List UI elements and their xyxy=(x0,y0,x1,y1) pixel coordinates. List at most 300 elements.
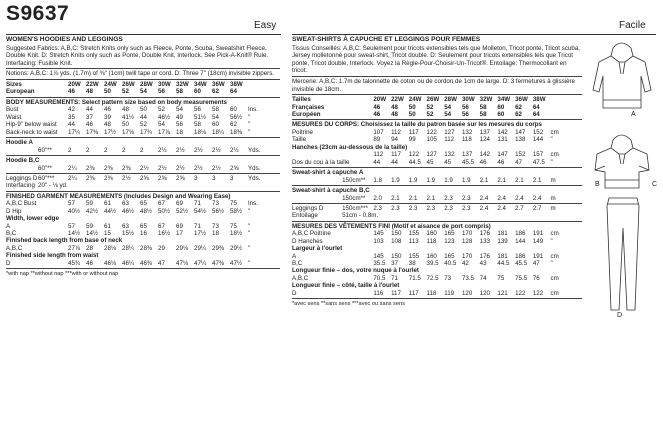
figure-label-b: B xyxy=(595,181,600,188)
table-row xyxy=(292,104,582,111)
cell-value: 132 xyxy=(461,128,473,136)
cell-value: 46⅛ xyxy=(104,259,117,267)
cell-value: 64 xyxy=(230,88,237,96)
cell-value xyxy=(444,212,462,219)
cell-value: 46 xyxy=(373,103,381,111)
cell-value: 32W xyxy=(176,80,189,88)
cell-value: 2.1 xyxy=(408,194,418,202)
cell-value: 117 xyxy=(391,289,401,297)
cell-value xyxy=(158,182,176,189)
unit: " xyxy=(248,121,251,129)
cell-value: 144 xyxy=(515,237,526,245)
unit: " xyxy=(550,158,553,166)
cell-value: 70.5 xyxy=(373,274,386,282)
cell-value: 105 xyxy=(426,136,437,144)
figure-label-a: A xyxy=(631,111,636,118)
table-row xyxy=(292,205,582,212)
cell-value: 38W xyxy=(532,96,546,104)
table-row xyxy=(292,238,582,245)
cell-value: 29⅜ xyxy=(212,244,225,252)
cell-value: 1.9 xyxy=(391,176,400,184)
cell-value: 16 xyxy=(140,230,147,238)
row-label: D xyxy=(292,289,297,297)
cell-value: 94 xyxy=(391,136,398,144)
cell-value: 112 xyxy=(373,151,384,159)
cell-value: 2.4 xyxy=(532,194,542,202)
cell-value: 47 xyxy=(158,259,165,267)
cell-value: 47 xyxy=(532,260,540,268)
cell-value: 22W xyxy=(86,80,99,88)
cell-value: 56 xyxy=(194,106,201,114)
cell-value: 46⅜ xyxy=(140,259,153,267)
cell-value: 2.3 xyxy=(426,205,436,212)
en-body-title: BODY MEASUREMENTS: Select pattern size based on body measurements xyxy=(6,98,227,106)
cell-value: 60 xyxy=(230,106,237,114)
cell-value: 142 xyxy=(479,151,490,159)
fabric-width: 150cm** xyxy=(342,176,366,184)
table-row xyxy=(292,195,582,202)
fabric-width: 60"** xyxy=(38,164,52,172)
cell-value: 17 xyxy=(176,230,183,238)
cell-value: 186 xyxy=(515,230,526,238)
cell-value: 56 xyxy=(461,103,469,111)
fr-title: SWEAT-SHIRTS À CAPUCHE ET LEGGINGS POUR FEMMES xyxy=(292,36,481,43)
cell-value: 58 xyxy=(479,103,487,111)
table-row xyxy=(6,208,280,215)
row-label xyxy=(6,147,38,154)
cell-value: 64 xyxy=(532,103,540,111)
cell-value: 46 xyxy=(497,158,505,166)
cell-value: 58 xyxy=(479,110,487,118)
cell-value: 54 xyxy=(140,88,147,96)
cell-value: 160 xyxy=(426,252,437,260)
cell-value: 2½ xyxy=(230,146,239,154)
header-rule-fr xyxy=(292,34,656,35)
fr-body-table xyxy=(292,129,582,166)
cell-value: 37 xyxy=(86,113,93,121)
cell-value: 18 xyxy=(212,230,219,238)
cell-value: 46 xyxy=(373,110,381,118)
cell-value: 127 xyxy=(444,128,455,136)
cell-value: 74 xyxy=(479,274,487,282)
row-label: Poitrine xyxy=(292,128,313,136)
cell-value: 1.8 xyxy=(373,176,382,184)
cell-value: 2⅜ xyxy=(104,164,113,172)
unit: " xyxy=(248,207,251,215)
row-label xyxy=(292,151,373,158)
row-label: D Hip xyxy=(6,207,22,215)
cell-value: 2⅜ xyxy=(86,175,95,182)
table-row xyxy=(292,96,582,103)
cell-value: 118 xyxy=(426,289,437,297)
en-sizes-table xyxy=(6,81,280,96)
cell-value: 71 xyxy=(391,274,398,282)
cell-value: 76 xyxy=(532,274,540,282)
cell-value: 28W xyxy=(140,80,153,88)
cell-value: 1.9 xyxy=(461,176,471,184)
fabric-width: 60"*** xyxy=(38,175,55,182)
table-row xyxy=(292,212,582,219)
row-label: A,B,C Bust xyxy=(6,200,37,208)
cell-value: 52 xyxy=(122,88,129,96)
unit: Yds. xyxy=(248,175,261,182)
row-label: Hip-9" below waist xyxy=(6,121,57,129)
cell-value: 150 xyxy=(391,230,402,238)
fr-yardage-table xyxy=(292,205,582,220)
row-label: European xyxy=(6,88,35,96)
cell-value: 144 xyxy=(532,136,544,144)
row-label: Dos du cou à la taille xyxy=(292,158,350,166)
cell-value: 18 xyxy=(176,128,183,136)
fr-notions: Mercerie: A,B,C: 1.7m de talonnette de coton ou de cordon de 1cm de large. D: 3 fermetures à glissière invisible de 18cm. xyxy=(292,77,576,93)
unit: " xyxy=(550,136,553,144)
cell-value: 48½ xyxy=(140,207,153,215)
table-row xyxy=(292,275,582,282)
cell-value: 2.3 xyxy=(444,205,453,212)
table-row xyxy=(292,129,582,136)
header-rule-en xyxy=(6,34,281,35)
cell-value: 75 xyxy=(230,222,237,230)
table-row xyxy=(6,182,280,189)
en-tables xyxy=(6,81,280,269)
cell-value: 71 xyxy=(194,222,201,230)
row-label: Width, lower edge xyxy=(6,215,59,223)
cell-value: 2½ xyxy=(194,146,203,154)
cell-value: 60 xyxy=(497,110,505,118)
row-label: Waist xyxy=(6,113,22,121)
fr-yardage-table xyxy=(292,177,582,184)
cell-value: 75 xyxy=(497,274,505,282)
cell-value: 40½ xyxy=(68,207,81,215)
cell-value: 2.3 xyxy=(444,194,453,202)
cell-value: 2.3 xyxy=(408,205,418,212)
cell-value: 75.5 xyxy=(515,274,528,282)
cell-value: 191 xyxy=(532,252,544,260)
cell-value: 2⅝ xyxy=(158,175,167,182)
cell-value: 2½ xyxy=(212,146,221,154)
cell-value: 47⅛ xyxy=(176,259,189,267)
cell-value: 2.3 xyxy=(391,205,400,212)
unit: cm xyxy=(550,230,559,238)
unit: Yds. xyxy=(248,164,261,172)
cell-value: 54 xyxy=(176,106,183,114)
cell-value: 2.4 xyxy=(497,194,506,202)
cell-value: 124 xyxy=(479,136,490,144)
cell-value: 107 xyxy=(373,128,384,136)
unit: Ins. xyxy=(248,200,258,208)
cell-value: 145 xyxy=(373,252,384,260)
cell-value: 38W xyxy=(230,80,243,88)
cell-value: 15 xyxy=(104,230,111,238)
cell-value: 123 xyxy=(444,237,455,245)
row-label: Taille xyxy=(292,136,307,144)
cell-value: 118 xyxy=(461,136,472,144)
cell-value: 26W xyxy=(426,96,440,104)
cell-value: 2½ xyxy=(176,164,185,172)
cell-value: 191 xyxy=(532,230,544,238)
row-label: A xyxy=(6,222,11,230)
cell-value: 48 xyxy=(104,121,111,129)
cell-value: 56½ xyxy=(212,207,225,215)
table-row xyxy=(292,177,582,184)
cell-value: 2 xyxy=(86,146,90,154)
unit xyxy=(248,182,280,189)
cell-value: 29¼ xyxy=(194,244,207,252)
table-row xyxy=(6,215,280,222)
cell-value: 30W xyxy=(158,80,171,88)
fabric-width: 60"** xyxy=(38,146,52,154)
fr-yardage-table xyxy=(292,195,582,202)
cell-value: 60 xyxy=(497,103,505,111)
cell-value: 54 xyxy=(212,113,219,121)
cell-value: 52 xyxy=(158,106,165,114)
table-row xyxy=(6,230,280,237)
unit: cm xyxy=(550,151,559,159)
cell-value: 65 xyxy=(140,222,147,230)
cell-value: 2 xyxy=(104,146,108,154)
cell-value: 17¾ xyxy=(140,128,153,136)
cell-value: 63 xyxy=(122,200,129,208)
unit: cm xyxy=(550,128,559,136)
cell-value: 45 xyxy=(444,158,452,166)
cell-value: 46 xyxy=(86,259,93,267)
cell-value: 119 xyxy=(444,289,455,297)
fr-tables xyxy=(292,96,582,299)
cell-value: 2⅝ xyxy=(176,175,185,182)
cell-value: 57 xyxy=(68,200,75,208)
row-label: Leggings D xyxy=(292,205,324,212)
cell-value: 67 xyxy=(158,222,165,230)
cell-value: 59 xyxy=(86,200,93,208)
cell-value: 117 xyxy=(408,128,419,136)
cell-value: 2⅝ xyxy=(140,175,149,182)
cell-value: 47¼ xyxy=(194,259,207,267)
difficulty-level-en: Easy xyxy=(254,20,277,31)
cell-value: 64 xyxy=(532,110,540,118)
cell-value: 44½ xyxy=(104,207,117,215)
cell-value: 57 xyxy=(68,222,75,230)
cell-value: 2½ xyxy=(158,164,167,172)
cell-value: 47½ xyxy=(230,259,243,267)
cell-value: 122 xyxy=(408,151,420,159)
cell-value xyxy=(68,182,86,189)
cell-value: 2.7 xyxy=(532,205,542,212)
unit: cm xyxy=(550,252,559,260)
en-title: WOMEN'S HOODIES AND LEGGINGS xyxy=(6,36,123,43)
cell-value: 46½ xyxy=(158,113,171,121)
cell-value: 69 xyxy=(176,200,183,208)
cell-value: 22W xyxy=(391,96,404,104)
cell-value xyxy=(122,182,140,189)
cell-value: 45.5 xyxy=(515,260,528,268)
cell-value: 14½ xyxy=(86,230,99,238)
table-row xyxy=(6,165,280,172)
cell-value: 41½ xyxy=(122,113,135,121)
figure-label-d: D xyxy=(617,312,623,319)
cell-value: 2¼ xyxy=(68,175,77,182)
cell-value: 44.5 xyxy=(408,158,421,166)
row-label: A,B,C Poitrine xyxy=(292,230,331,238)
cell-value: 2.7 xyxy=(515,205,524,212)
unit: cm xyxy=(550,274,559,282)
cell-value: 46 xyxy=(104,106,111,114)
unit: " xyxy=(550,237,553,245)
cell-value xyxy=(515,212,533,219)
row-label: B,C xyxy=(6,230,17,238)
cell-value: 73 xyxy=(212,200,219,208)
cell-value: 127 xyxy=(426,151,437,159)
table-row xyxy=(6,175,280,182)
cell-value: 49 xyxy=(176,113,183,121)
cell-value: 2.1 xyxy=(515,176,524,184)
unit: " xyxy=(550,260,553,268)
row-label: Largeur à l'ourlet xyxy=(292,245,343,253)
fr-body-title: MESURES DU CORPS: Choisissez la taille du patron basée sur les mesures du corps xyxy=(292,121,542,129)
cell-value: 108 xyxy=(391,237,402,245)
cell-value: 2.1 xyxy=(479,176,489,184)
cell-value: 160 xyxy=(426,230,437,238)
cell-value: 2.0 xyxy=(373,194,382,202)
cell-value: 2½ xyxy=(176,146,185,154)
cell-value: 39 xyxy=(104,113,111,121)
cell-value: 18½ xyxy=(230,230,243,238)
table-row xyxy=(292,282,582,289)
row-label: Finished side length from waist xyxy=(6,252,99,260)
cell-value: 1.9 xyxy=(426,176,436,184)
cell-value: 150 xyxy=(391,252,402,260)
table-row xyxy=(292,144,582,151)
cell-value: 165 xyxy=(444,252,455,260)
unit: m xyxy=(550,205,556,212)
cell-value: 17¼ xyxy=(68,128,81,136)
cell-value: 62 xyxy=(515,103,522,111)
cell-value: 112 xyxy=(444,136,455,144)
fr-yardage-section: Sweat-shirt à capuche A xyxy=(292,169,364,176)
cell-value: 152 xyxy=(532,128,544,136)
cell-value: 42 xyxy=(68,106,75,114)
cell-value: 139 xyxy=(497,237,508,245)
table-row xyxy=(6,88,280,95)
table-row xyxy=(6,237,280,244)
cell-value xyxy=(480,212,498,219)
cell-value: 46½ xyxy=(122,207,135,215)
cell-value: 54½ xyxy=(194,207,207,215)
cell-value: 17½ xyxy=(194,230,207,238)
fr-sizes-table xyxy=(292,96,582,118)
table-row xyxy=(6,252,280,259)
cell-value: 54 xyxy=(158,121,165,129)
cell-value: 2 xyxy=(122,146,126,154)
cell-value: 2.4 xyxy=(479,194,489,202)
cell-value: 50 xyxy=(140,106,147,114)
cell-value: 36W xyxy=(515,96,528,104)
cell-value: 67 xyxy=(158,200,165,208)
cell-value: 1.9 xyxy=(408,176,418,184)
leggings-d-drawing xyxy=(607,198,639,310)
cell-value: 40.5 xyxy=(444,260,457,268)
cell-value: 29½ xyxy=(230,244,243,252)
cell-value: 2.1 xyxy=(497,176,506,184)
cell-value: 52 xyxy=(426,103,434,111)
cell-value: 37 xyxy=(391,260,398,268)
cell-value: 155 xyxy=(408,252,420,260)
en-body-table xyxy=(6,106,280,136)
cell-value: 2⅝ xyxy=(230,164,239,172)
cell-value: 45¾ xyxy=(68,259,81,267)
cell-value: 28⅛ xyxy=(104,244,117,252)
cell-value: 157 xyxy=(532,151,544,159)
cell-value: 2 xyxy=(140,146,144,154)
cell-value: 3 xyxy=(230,175,234,182)
row-label: Sizes xyxy=(6,80,22,88)
row-label: A xyxy=(292,252,297,260)
en-fabrics: Suggested Fabrics: A,B,C: Stretch Knits only such as Fleece, Ponte, Scuba, Sweatshirt Fleece, Double Knit. D: Stretch Knits only such as Ponte, Double Knit, Interlock. See Pick-A-Knit® Rule. Interfacing: Fusible Knit. xyxy=(6,44,269,67)
cell-value: 35 xyxy=(68,113,75,121)
cell-value: 60 xyxy=(212,121,219,129)
cell-value: 170 xyxy=(461,230,473,238)
cell-value xyxy=(462,212,480,219)
cell-value: 2.1 xyxy=(532,176,542,184)
cell-value: 133 xyxy=(479,237,490,245)
unit: " xyxy=(248,230,251,238)
cell-value: 56½ xyxy=(230,113,243,121)
table-row xyxy=(292,290,582,297)
fr-fabrics: Tissus Conseillés: A,B,C: Seulement pour tricots extensibles tels que Molleton, Tricot ponte, Tricot scuba, Jersey molletonné pour sweat-shirt, Tricot double. D: Seulement pour tricots extensibles tels que Tricot ponte, Tricot double, Interlock. Voyez la Règle-Pour-Choisir-Un-Tricot®. Entoilage: Thermocollant en tricot. xyxy=(292,44,580,75)
english-column xyxy=(6,36,280,279)
row-label: A,B,C xyxy=(6,244,23,252)
cell-value: 170 xyxy=(461,252,473,260)
cell-value: 2¼ xyxy=(68,164,77,172)
cell-value: 142 xyxy=(497,128,508,136)
cell-value: 50½ xyxy=(158,207,171,215)
cell-value: 17½ xyxy=(104,128,117,136)
fabric-width: 150cm*** xyxy=(342,205,368,212)
cell-value: 61 xyxy=(104,222,111,230)
cell-value: 47⅜ xyxy=(212,259,225,267)
cell-value: 3 xyxy=(194,175,198,182)
cell-value: 54 xyxy=(444,103,452,111)
cell-value: 28W xyxy=(444,96,457,104)
cell-value: 73 xyxy=(212,222,219,230)
cell-value: 50 xyxy=(408,110,416,118)
cell-value: 62 xyxy=(212,88,219,96)
cell-value: 44 xyxy=(68,121,75,129)
cell-value: 147 xyxy=(497,151,508,159)
cell-value: 58 xyxy=(176,88,183,96)
cell-value: 2⅜ xyxy=(104,175,113,182)
table-row xyxy=(6,106,280,113)
cell-value: 29⅛ xyxy=(176,244,189,252)
unit xyxy=(248,88,280,95)
cell-value: 42½ xyxy=(86,207,99,215)
cell-value: 47.5 xyxy=(532,158,545,166)
cell-value: 116 xyxy=(373,289,384,297)
row-label xyxy=(292,195,342,202)
fr-footnote: *avec sens **sans sens ***avec ou sans sens xyxy=(292,301,405,308)
row-label: D Hanches xyxy=(292,237,323,245)
cell-value: 44.5 xyxy=(497,260,510,268)
cell-value: 18⅜ xyxy=(230,128,243,136)
row-label: Finished back length from base of neck xyxy=(6,237,123,245)
cell-value: 2⅜ xyxy=(122,164,131,172)
cell-value: 43 xyxy=(479,260,487,268)
row-label: Françaises xyxy=(292,103,325,111)
cell-value: 61 xyxy=(104,200,111,208)
cell-value: 73 xyxy=(444,274,452,282)
en-finished-title: FINISHED GARMENT MEASUREMENTS (Includes Design and Wearing Ease) xyxy=(6,192,231,200)
cell-value: 48 xyxy=(86,88,93,96)
cell-value: 26W xyxy=(122,80,135,88)
